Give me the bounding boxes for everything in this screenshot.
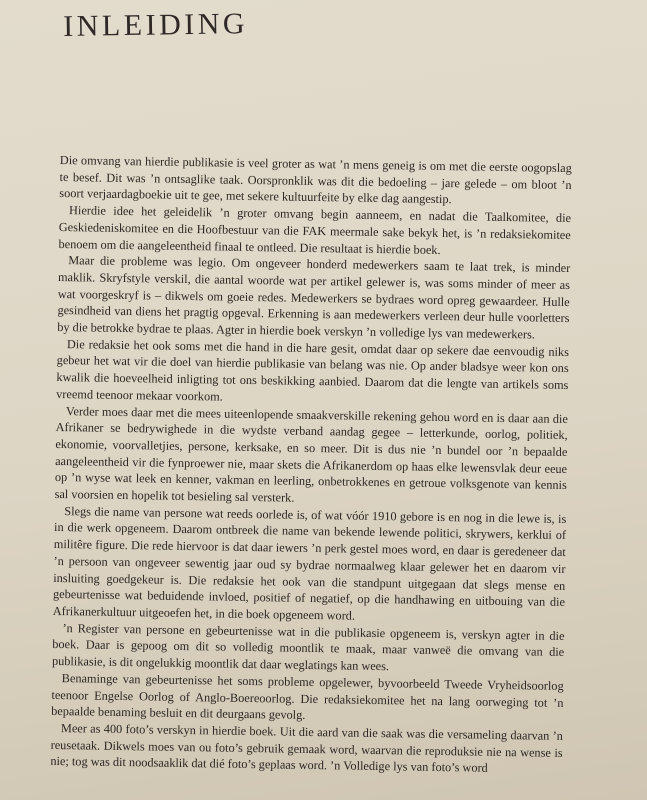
paragraph: Slegs die name van persone wat reeds oorlede is, of wat vóór 1910 gebore is en nog in die lewe is, is in die werk opgeneem. Daarom ontbreek die name van bekende lewende politici, skrywers, kerklui of militêre figure. Die rede hiervoor is dat daar iewers ’n perk gestel moes word, en daar is geredeneer dat ’n persoon van ongeveer sewentig jaar oud sy bydrae normaalweg klaar gelewer het en daarom vir insluiting goedgekeur is. Die redaksie het ook van die standpunt uitgegaan dat slegs mense en gebeurtenisse wat beduidende invloed, positief of negatief, op die handhawing en uitbouing van die Afrikanerkultuur uitgeoefen het, in die boek opgeneem word. [52,503,567,623]
paragraph: Benaminge van gebeurtenisse het soms probleme opgelewer, byvoorbeeld Tweede Vryheidsoorlog teenoor Engelse Oorlog of Anglo-Boereoorlog. Die redaksiekomitee het na lang oorweging tot ’n bepaalde benaming besluit en dit deurgaans gevolg. [51,670,564,723]
body-text [50,152,572,778]
paragraph: Die redaksie het ook soms met die hand in die hare gesit, omdat daar op sekere dae eenvoudig niks gebeur het wat vir die doel van hierdie publikasie van belang was nie. Op ander bladsye weer kon ons kwalik die hoeveelheid inligting tot ons beskikking aanbied. Daarom dat die lengte van artikels soms vreemd teenoor mekaar voorkom. [56,336,570,404]
paragraph: Die omvang van hierdie publikasie is veel groter as wat ’n mens geneig is om met die eerste oogopslag te besef. Dit was ’n ontsaglike taak. Oorspronklik was dit die bedoeling – jare gelede – om bloot ’n soort verjaardagboekie uit te gee, met sekere kultuurfeite by elke dag aangestip. [59,152,572,207]
paragraph: Hierdie idee het geleidelik ’n groter omvang begin aanneem, en nadat die Taalkomitee, die Geskiedeniskomitee en die Hoofbestuur van die FAK meermale sake bekyk het, is ’n redaksiekomitee benoem om die aangeleentheid finaal te ontleed. Die resultaat is hierdie boek. [58,203,572,257]
paragraph: Maar die probleme was legio. Om ongeveer honderd medewerkers saam te laat trek, is minder maklik. Skryfstyle verskil, die aantal woorde wat per artikel gelewer is, was soms minder of meer as wat voorgeskryf is – dikwels om goeie redes. Medewerkers se bydraes word opreg gewaardeer. Hulle gesindheid van diens het pragtig opgeval. Erkenning is aan medewerkers verleen deur hulle voorletters by die betrokke bydrae te plaas. Agter in hierdie boek verskyn ’n volledige lys van medewerkers. [57,253,571,342]
page-title: INLEIDING [63,7,249,43]
paragraph: ’n Register van persone en gebeurtenisse wat in die publikasie opgeneem is, verskyn agter in die boek. Daar is gepoog om dit so volledig moontlik te maak, maar vanweë die omvang van die publikasie, is dit ongelukkig moontlik dat daar weglatings kan wees. [51,620,565,674]
paragraph: Verder moes daar met die mees uiteenlopende smaakverskille rekening gehou word en is daar aan die Afrikaner se bedrywighede in die wydste verband aandag gegee – letterkunde, oorlog, politiek, ekonomie, voorvalletjies, persone, kerksake, en so meer. Dit is dus nie ’n bundel oor ’n bepaalde aangeleentheid vir die fynproewer nie, maar skets die Afrikanerdom op haas elke lewensvlak deur eeue op ’n wyse wat leek en kenner, vakman en leerling, onbetrokkenes en getroue volksgenote van kennis sal voorsien en hopelik tot besieling sal versterk. [54,403,568,505]
paragraph: Meer as 400 foto’s verskyn in hierdie boek. Uit die aard van die saak was die versameling daarvan ’n reusetaak. Dikwels moes van ou foto’s gebruik gemaak word, waarvan die reproduksie nie na wense is nie; tog was dit noodsaaklik dat dié foto’s geplaas word. ’n Volledige lys van foto’s word [50,720,564,776]
